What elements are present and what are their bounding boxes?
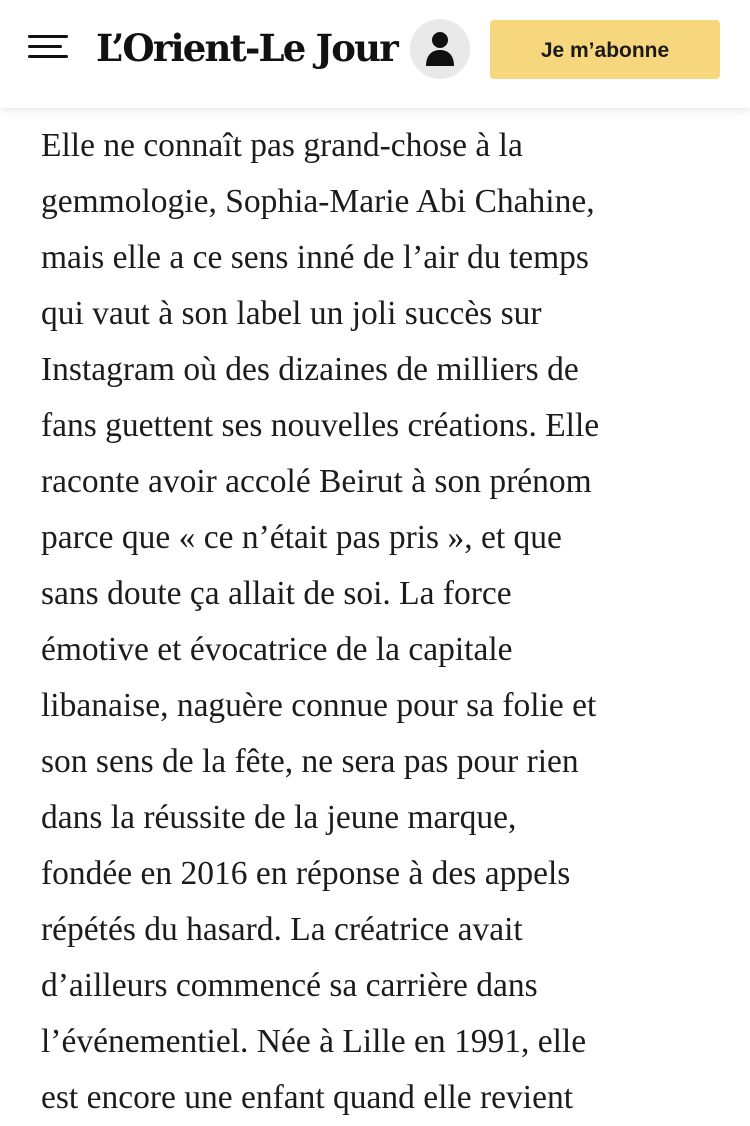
article-text-line: qui vaut à son label un joli succès sur [41, 295, 542, 332]
article-text-line: parce que « ce n’était pas pris », et que [41, 519, 562, 556]
site-header [0, 0, 750, 108]
article-text-line: gemmologie, Sophia-Marie Abi Chahine, [41, 183, 595, 220]
article-text-line: libanaise, naguère connue pour sa folie et [41, 687, 597, 724]
user-icon [424, 31, 456, 67]
article-text-line: mais elle a ce sens inné de l’air du temps [41, 239, 589, 276]
article-text-line: d’ailleurs commencé sa carrière dans [41, 967, 538, 1004]
site-logo[interactable]: L’Orient-Le Jour [96, 26, 397, 70]
article-text-line: dans la réussite de la jeune marque, [41, 799, 517, 836]
article-text-line: fans guettent ses nouvelles créations. Elle [41, 407, 600, 444]
article-text-line: est encore une enfant quand elle revient [41, 1079, 574, 1116]
hamburger-menu-icon[interactable] [28, 33, 68, 61]
article-body [41, 118, 721, 1126]
article-text-line: son sens de la fête, ne sera pas pour rien [41, 743, 579, 780]
account-button[interactable] [410, 19, 470, 79]
article-text-line: l’événementiel. Née à Lille en 1991, elle [41, 1023, 587, 1060]
article-text-line: sans doute ça allait de soi. La force [41, 575, 512, 612]
article-text-line: Elle ne connaît pas grand-chose à la [41, 127, 523, 164]
article-text-line: émotive et évocatrice de la capitale [41, 631, 513, 668]
article-text-line: raconte avoir accolé Beirut à son prénom [41, 463, 592, 500]
article-text-line: répétés du hasard. La créatrice avait [41, 911, 523, 948]
article-text-line: Instagram où des dizaines de milliers de [41, 351, 579, 388]
subscribe-button[interactable]: Je m’abonne [490, 20, 720, 79]
article-text-line: fondée en 2016 en réponse à des appels [41, 855, 571, 892]
